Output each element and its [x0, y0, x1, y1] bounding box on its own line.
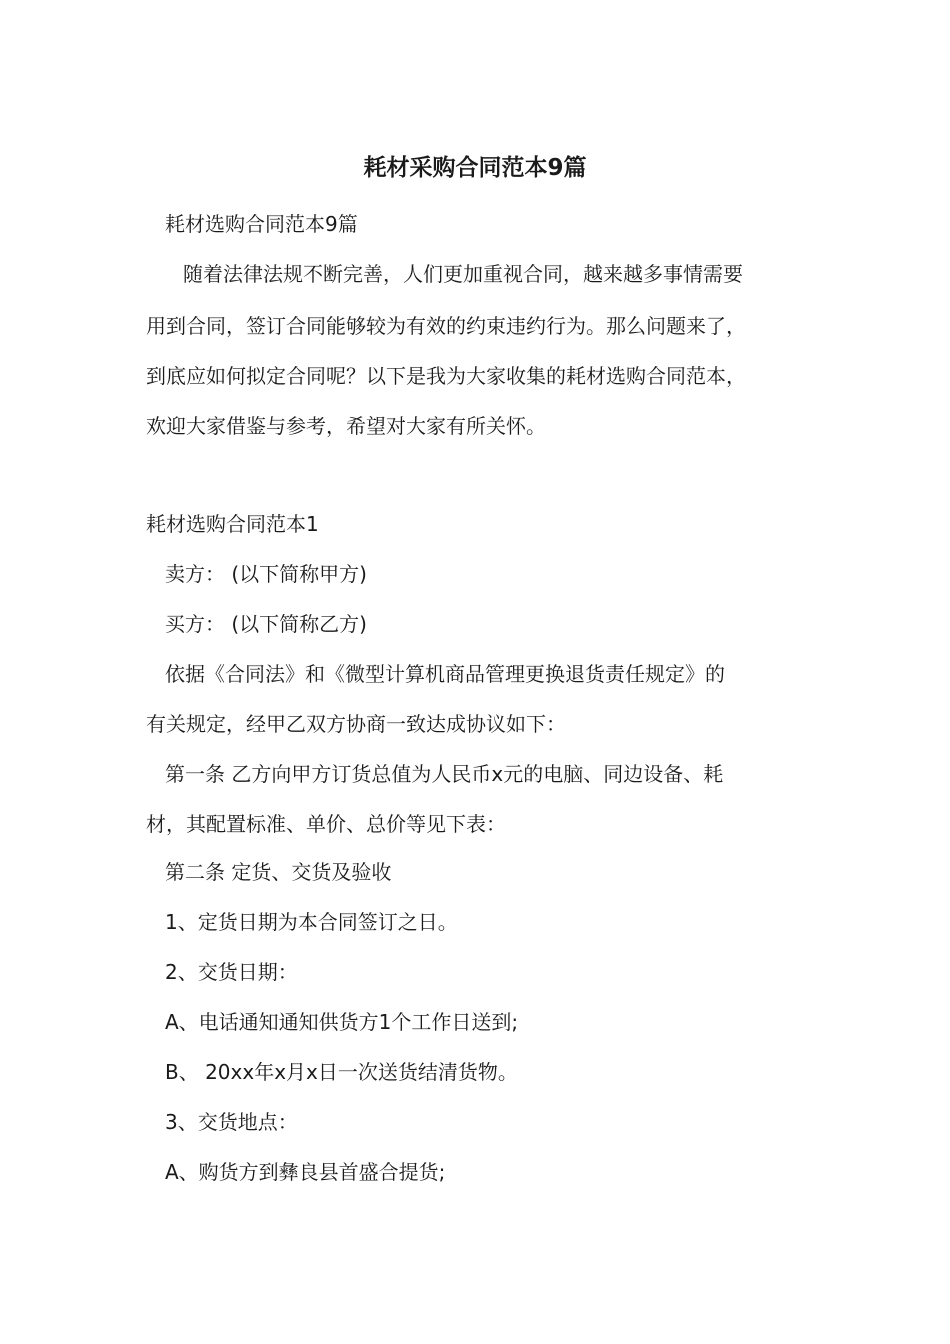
- list-item: 1、定货日期为本合同签订之日。: [165, 910, 458, 934]
- intro-line: 随着法律法规不断完善，人们更加重视合同，越来越多事情需要: [183, 262, 743, 286]
- article-heading: 第二条 定货、交货及验收: [165, 860, 392, 884]
- list-item: A、购货方到彝良县首盛合提货;: [165, 1160, 446, 1184]
- list-item: 2、交货日期：: [165, 960, 298, 984]
- document-subtitle: 耗材选购合同范本9篇: [165, 212, 358, 236]
- buyer-line: 买方： (以下简称乙方): [165, 612, 367, 636]
- list-item: B、 20xx年x月x日一次送货结清货物。: [165, 1060, 518, 1084]
- list-item: 3、交货地点：: [165, 1110, 298, 1134]
- intro-line: 到底应如何拟定合同呢？以下是我为大家收集的耗材选购合同范本，: [146, 364, 746, 388]
- section-heading: 耗材选购合同范本1: [146, 512, 319, 536]
- intro-line: 用到合同，签订合同能够较为有效的约束违约行为。那么问题来了，: [146, 314, 746, 338]
- basis-line: 依据《合同法》和《微型计算机商品管理更换退货责任规定》的: [165, 662, 725, 686]
- basis-line: 有关规定，经甲乙双方协商一致达成协议如下：: [146, 712, 566, 736]
- intro-line: 欢迎大家借鉴与参考，希望对大家有所关怀。: [146, 414, 546, 438]
- seller-line: 卖方： (以下简称甲方): [165, 562, 367, 586]
- article-line: 材，其配置标准、单价、总价等见下表：: [146, 812, 506, 836]
- list-item: A、电话通知通知供货方1个工作日送到;: [165, 1010, 519, 1034]
- article-line: 第一条 乙方向甲方订货总值为人民币x元的电脑、同边设备、耗: [165, 762, 724, 786]
- document-title: 耗材采购合同范本9篇: [363, 155, 587, 181]
